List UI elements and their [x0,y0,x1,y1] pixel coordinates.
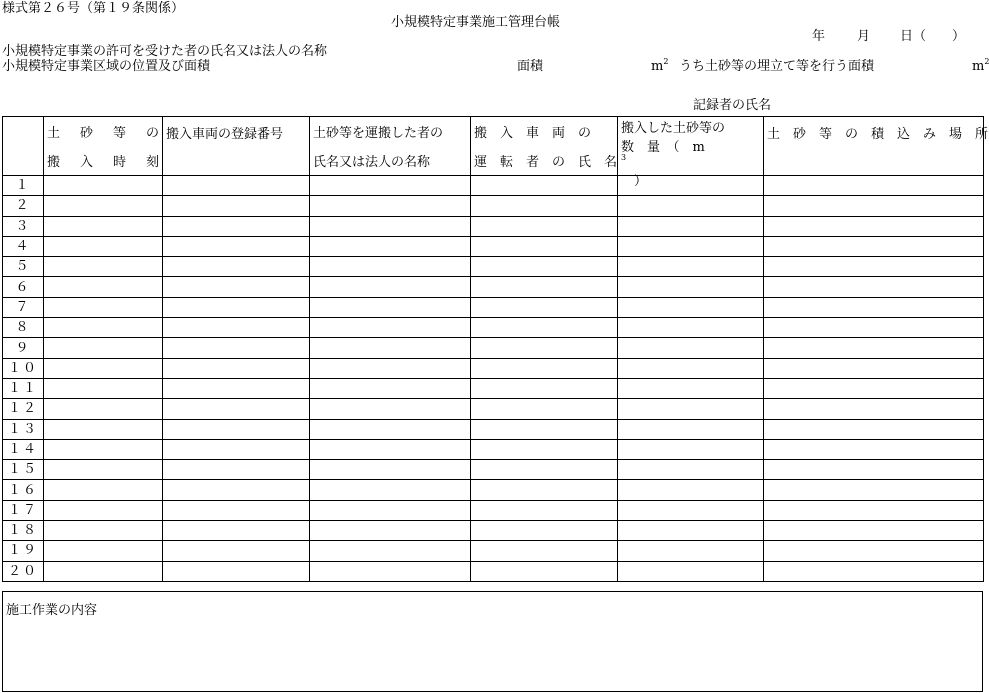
permit-holder-label: 小規模特定事業の許可を受けた者の氏名又は法人の名称 [2,44,328,59]
vehicle-registration-cell[interactable] [163,297,310,317]
vehicle-registration-cell[interactable] [163,500,310,520]
driver-name-cell[interactable] [471,236,618,256]
header-delivery-time: 土 砂 等 の 搬 入 時 刻 [44,117,163,176]
table-row [3,236,984,256]
driver-name-cell[interactable] [471,439,618,459]
transporter-name-cell[interactable] [310,196,471,216]
delivery-time-cell[interactable] [44,358,163,378]
row-number: ３ [3,216,44,236]
driver-name-cell[interactable] [471,176,618,196]
row-number: １５ [3,460,44,480]
soil-quantity-cell[interactable] [618,358,764,378]
transporter-name-cell[interactable] [310,399,471,419]
soil-quantity-cell[interactable] [618,399,764,419]
vehicle-registration-cell[interactable] [163,541,310,561]
soil-quantity-cell[interactable] [618,216,764,236]
transporter-name-cell[interactable] [310,236,471,256]
vehicle-registration-cell[interactable] [163,216,310,236]
loading-place-cell[interactable] [764,480,984,500]
delivery-time-cell[interactable] [44,399,163,419]
landfill-area-unit: $m^2$ [972,57,989,74]
driver-name-cell[interactable] [471,480,618,500]
row-number: １０ [3,358,44,378]
table-row [3,419,984,439]
loading-place-cell[interactable] [764,358,984,378]
driver-name-cell[interactable] [471,561,618,581]
driver-name-cell[interactable] [471,541,618,561]
header-driver-name: 搬 入 車 両 の 運 転 者 の 氏 名 [471,117,618,176]
vehicle-registration-cell[interactable] [163,358,310,378]
driver-name-cell[interactable] [471,297,618,317]
delivery-time-cell[interactable] [44,257,163,277]
soil-quantity-cell[interactable] [618,318,764,338]
table-row [3,338,984,358]
soil-quantity-cell[interactable] [618,419,764,439]
loading-place-cell[interactable] [764,561,984,581]
loading-place-cell[interactable] [764,439,984,459]
soil-quantity-cell[interactable] [618,338,764,358]
transporter-name-cell[interactable] [310,176,471,196]
table-row [3,521,984,541]
date-month-label: 月 [857,29,871,44]
soil-quantity-cell[interactable] [618,196,764,216]
vehicle-registration-cell[interactable] [163,257,310,277]
delivery-time-cell[interactable] [44,460,163,480]
delivery-time-cell[interactable] [44,277,163,297]
delivery-time-cell[interactable] [44,541,163,561]
delivery-time-cell[interactable] [44,338,163,358]
row-number: ６ [3,277,44,297]
row-number: １２ [3,399,44,419]
soil-quantity-cell[interactable] [618,480,764,500]
header-number [3,117,44,176]
loading-place-cell[interactable] [764,257,984,277]
delivery-time-cell[interactable] [44,378,163,398]
loading-place-cell[interactable] [764,541,984,561]
row-number: １８ [3,521,44,541]
loading-place-cell[interactable] [764,338,984,358]
date-day-label: 日（ ） [900,29,966,44]
table-row [3,176,984,196]
transporter-name-cell[interactable] [310,318,471,338]
recorder-label: 記録者の氏名 [693,98,772,113]
loading-place-cell[interactable] [764,500,984,520]
area-label: 面積 [517,59,544,74]
vehicle-registration-cell[interactable] [163,196,310,216]
driver-name-cell[interactable] [471,318,618,338]
row-number: １７ [3,500,44,520]
delivery-time-cell[interactable] [44,561,163,581]
transporter-name-cell[interactable] [310,338,471,358]
driver-name-cell[interactable] [471,399,618,419]
table-row [3,378,984,398]
transporter-name-cell[interactable] [310,419,471,439]
table-row [3,196,984,216]
transporter-name-cell[interactable] [310,521,471,541]
table-row [3,500,984,520]
table-row [3,439,984,459]
header-row [3,117,984,176]
loading-place-cell[interactable] [764,176,984,196]
loading-place-cell[interactable] [764,196,984,216]
soil-quantity-cell[interactable] [618,561,764,581]
loading-place-cell[interactable] [764,419,984,439]
driver-name-cell[interactable] [471,257,618,277]
loading-place-cell[interactable] [764,236,984,256]
driver-name-cell[interactable] [471,460,618,480]
table-row [3,460,984,480]
vehicle-registration-cell[interactable] [163,521,310,541]
vehicle-registration-cell[interactable] [163,561,310,581]
row-number: １ [3,176,44,196]
header-loading-place: 土 砂 等 の 積 込 み 場 所 [764,117,984,176]
form-number: 様式第２６号（第１９条関係） [2,1,185,16]
work-content-label: 施工作業の内容 [6,603,98,618]
row-number: １９ [3,541,44,561]
row-number: １１ [3,378,44,398]
delivery-time-cell[interactable] [44,216,163,236]
vehicle-registration-cell[interactable] [163,399,310,419]
driver-name-cell[interactable] [471,358,618,378]
delivery-time-cell[interactable] [44,419,163,439]
vehicle-registration-cell[interactable] [163,338,310,358]
vehicle-registration-cell[interactable] [163,480,310,500]
loading-place-cell[interactable] [764,378,984,398]
transporter-name-cell[interactable] [310,480,471,500]
loading-place-cell[interactable] [764,216,984,236]
loading-place-cell[interactable] [764,460,984,480]
table-row [3,277,984,297]
vehicle-registration-cell[interactable] [163,318,310,338]
transporter-name-cell[interactable] [310,358,471,378]
soil-quantity-cell[interactable] [618,236,764,256]
vehicle-registration-cell[interactable] [163,176,310,196]
vehicle-registration-cell[interactable] [163,419,310,439]
loading-place-cell[interactable] [764,318,984,338]
row-number: ８ [3,318,44,338]
soil-quantity-cell[interactable] [618,541,764,561]
transporter-name-cell[interactable] [310,216,471,236]
table-row [3,297,984,317]
area-unit: $m^2$ [651,57,669,74]
delivery-time-cell[interactable] [44,500,163,520]
header-soil-quantity: 搬入した土砂等の 数 量 （ m $^3$ ） [618,117,764,176]
driver-name-cell[interactable] [471,338,618,358]
driver-name-cell[interactable] [471,521,618,541]
vehicle-registration-cell[interactable] [163,378,310,398]
vehicle-registration-cell[interactable] [163,439,310,459]
ledger-table [2,116,989,582]
row-number: ４ [3,236,44,256]
table-row [3,541,984,561]
transporter-name-cell[interactable] [310,439,471,459]
driver-name-cell[interactable] [471,216,618,236]
soil-quantity-cell[interactable] [618,439,764,459]
delivery-time-cell[interactable] [44,439,163,459]
soil-quantity-cell[interactable] [618,297,764,317]
row-number: １６ [3,480,44,500]
table-row [3,561,984,581]
soil-quantity-cell[interactable] [618,257,764,277]
soil-quantity-cell[interactable] [618,500,764,520]
driver-name-cell[interactable] [471,419,618,439]
row-number: ７ [3,297,44,317]
soil-quantity-cell[interactable] [618,521,764,541]
transporter-name-cell[interactable] [310,561,471,581]
loading-place-cell[interactable] [764,399,984,419]
transporter-name-cell[interactable] [310,297,471,317]
row-number: ５ [3,257,44,277]
soil-quantity-cell[interactable] [618,460,764,480]
table-row [3,480,984,500]
row-number: ２０ [3,561,44,581]
driver-name-cell[interactable] [471,500,618,520]
row-number: １３ [3,419,44,439]
page-title: 小規模特定事業施工管理台帳 [391,15,561,30]
delivery-time-cell[interactable] [44,236,163,256]
soil-quantity-cell[interactable] [618,378,764,398]
driver-name-cell[interactable] [471,196,618,216]
row-number: ２ [3,196,44,216]
landfill-area-label: うち土砂等の埋立て等を行う面積 [679,59,875,74]
vehicle-registration-cell[interactable] [163,460,310,480]
vehicle-registration-cell[interactable] [163,277,310,297]
row-number: １４ [3,439,44,459]
delivery-time-cell[interactable] [44,521,163,541]
table-row [3,216,984,236]
table-row [3,399,984,419]
row-number: ９ [3,338,44,358]
work-content-box[interactable] [2,591,983,692]
transporter-name-cell[interactable] [310,460,471,480]
header-transporter-name: 土砂等を運搬した者の 氏名又は法人の名称 [310,117,471,176]
table-row [3,257,984,277]
delivery-time-cell[interactable] [44,297,163,317]
table-row [3,318,984,338]
header-vehicle-registration: 搬入車両の登録番号 [163,117,310,176]
soil-quantity-cell[interactable] [618,277,764,297]
loading-place-cell[interactable] [764,277,984,297]
transporter-name-cell[interactable] [310,541,471,561]
delivery-time-cell[interactable] [44,196,163,216]
table-row [3,358,984,378]
delivery-time-cell[interactable] [44,318,163,338]
driver-name-cell[interactable] [471,378,618,398]
loading-place-cell[interactable] [764,297,984,317]
date-year-label: 年 [812,29,826,44]
delivery-time-cell[interactable] [44,480,163,500]
transporter-name-cell[interactable] [310,500,471,520]
vehicle-registration-cell[interactable] [163,236,310,256]
transporter-name-cell[interactable] [310,277,471,297]
transporter-name-cell[interactable] [310,257,471,277]
loading-place-cell[interactable] [764,521,984,541]
driver-name-cell[interactable] [471,277,618,297]
transporter-name-cell[interactable] [310,378,471,398]
location-label: 小規模特定事業区域の位置及び面積 [2,59,211,74]
delivery-time-cell[interactable] [44,176,163,196]
